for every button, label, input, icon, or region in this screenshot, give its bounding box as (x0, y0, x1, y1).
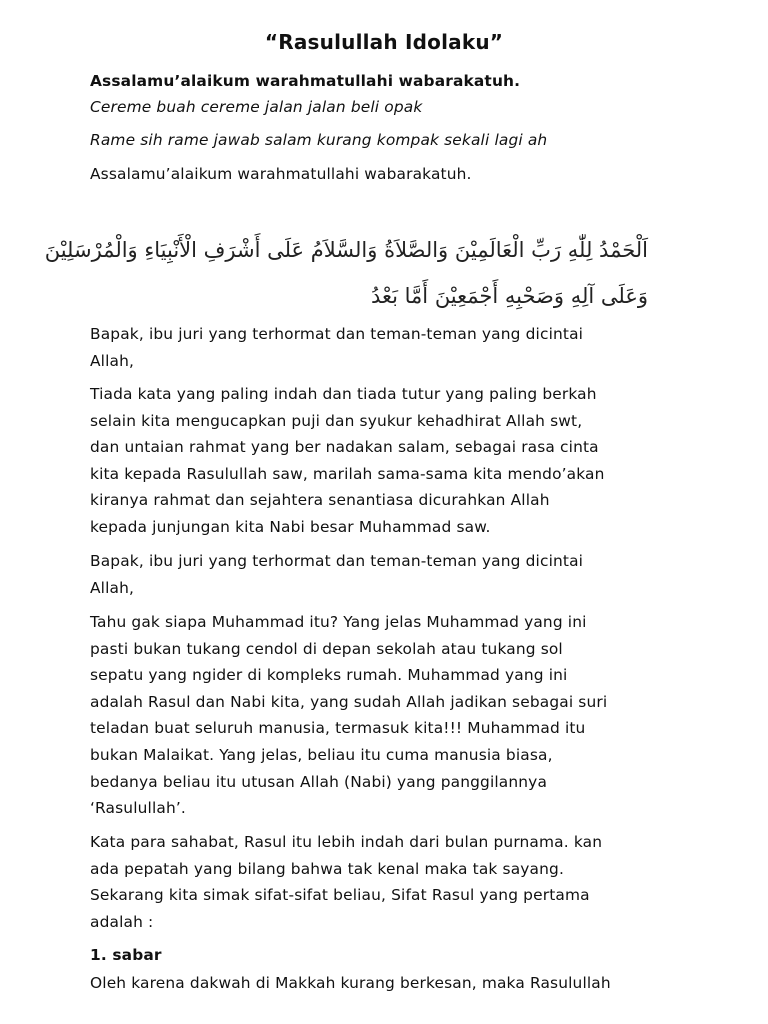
paragraph-line: bedanya beliau itu utusan Allah (Nabi) yang panggilannya (90, 772, 548, 791)
paragraph-praise (90, 381, 690, 541)
paragraph-line: Kata para sahabat, Rasul itu lebih indah dari bulan purnama. kan (90, 833, 603, 851)
paragraph-line: sepatu yang ngider di kompleks rumah. Muhammad yang ini (90, 666, 568, 685)
paragraph-line: Allah, (90, 351, 135, 370)
arabic-line-1: اَلْحَمْدُ لِلّٰهِ رَبِّ الْعَالَمِيْنَ وَالصَّلاَةُ وَالسَّلاَمُ عَلَى أَشْرَفِ الْأَنْبِيَاءِ وَالْمُرْسَلِيْنَ (44, 238, 648, 262)
paragraph-line: Tiada kata yang paling indah dan tiada tutur yang paling berkah (90, 385, 597, 403)
paragraph-line: adalah : (90, 912, 154, 931)
section-heading-sabar: 1. sabar (90, 946, 162, 964)
paragraph-greeting-2 (90, 548, 690, 601)
salam-repeat: Assalamu’alaikum warahmatullahi wabarakatuh. (90, 165, 472, 183)
paragraph-line: kepada junjungan kita Nabi besar Muhammad saw. (90, 517, 491, 536)
paragraph-greeting-1 (90, 321, 690, 374)
pantun-line-2: Rame sih rame jawab salam kurang kompak sekali lagi ah (90, 131, 548, 149)
paragraph-line: teladan buat seluruh manusia, termasuk kita!!! Muhammad itu (90, 719, 586, 738)
pantun-line-1: Cereme buah cereme jalan jalan beli opak (90, 98, 423, 116)
paragraph-line: pasti bukan tukang cendol di depan sekolah atau tukang sol (90, 639, 563, 658)
paragraph-line: bukan Malaikat. Yang jelas, beliau itu cuma manusia biasa, (90, 745, 553, 764)
paragraph-line: adalah Rasul dan Nabi kita, yang sudah Allah jadikan sebagai suri (90, 692, 608, 711)
paragraph-line: kita kepada Rasulullah saw, marilah sama-sama kita mendo’akan (90, 464, 605, 483)
paragraph-line: Allah, (90, 578, 135, 597)
paragraph-line: ‘Rasulullah’. (90, 799, 186, 818)
paragraph-line: dan untaian rahmat yang ber nadakan salam, sebagai rasa cinta (90, 438, 599, 457)
paragraph-line: Tahu gak siapa Muhammad itu? Yang jelas Muhammad yang ini (90, 613, 587, 631)
paragraph-line: Sekarang kita simak sifat-sifat beliau, Sifat Rasul yang pertama (90, 886, 590, 905)
paragraph-sabar-start: Oleh karena dakwah di Makkah kurang berkesan, maka Rasulullah (90, 974, 611, 992)
arabic-line-2: وَعَلَى آلِهِ وَصَحْبِهِ أَجْمَعِيْنَ أَمَّا بَعْدُ (370, 284, 648, 308)
paragraph-line: kiranya rahmat dan sejahtera senantiasa dicurahkan Allah (90, 491, 550, 510)
paragraph-line: selain kita mengucapkan puji dan syukur kehadhirat Allah swt, (90, 411, 583, 430)
paragraph-muhammad (90, 609, 690, 822)
opening-salam: Assalamu’alaikum warahmatullahi wabarakatuh. (90, 72, 521, 90)
paragraph-line: Bapak, ibu juri yang terhormat dan teman-teman yang dicintai (90, 552, 584, 570)
paragraph-sahabat (90, 829, 690, 935)
paragraph-line: Bapak, ibu juri yang terhormat dan teman-teman yang dicintai (90, 325, 584, 343)
document-title: “Rasulullah Idolaku” (264, 30, 504, 54)
paragraph-line: ada pepatah yang bilang bahwa tak kenal maka tak sayang. (90, 859, 564, 878)
